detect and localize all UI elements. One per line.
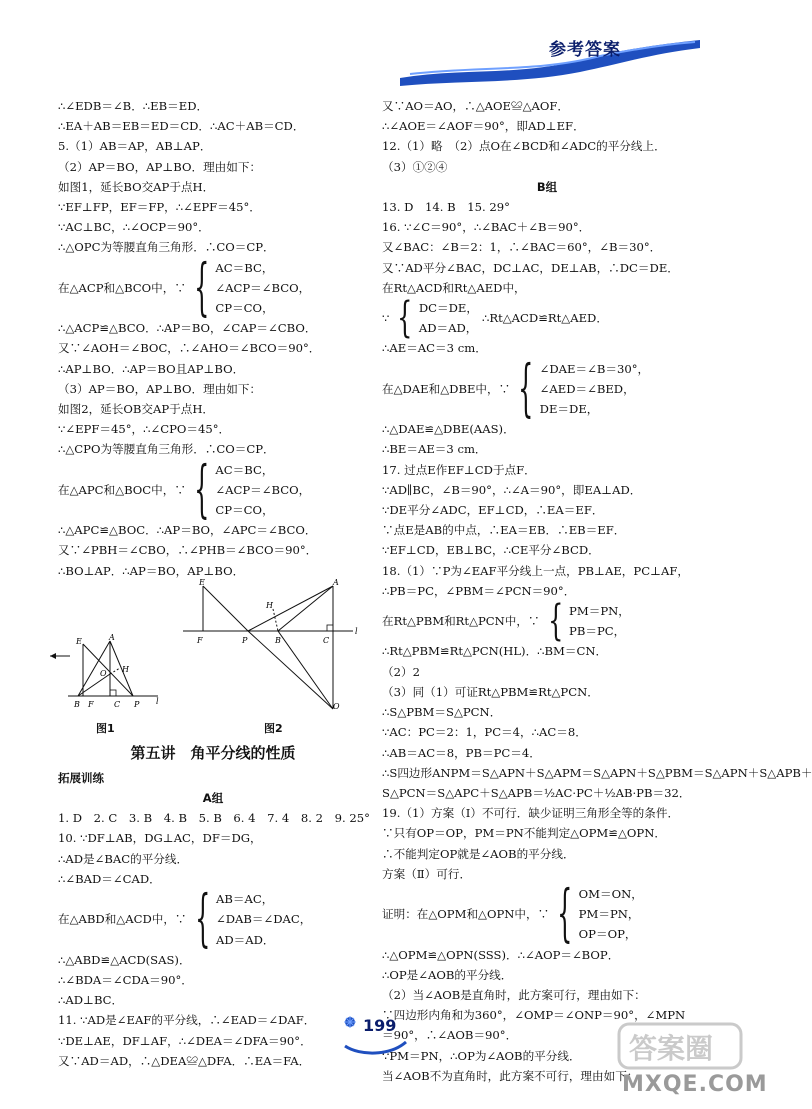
text-line: 17. 过点E作EF⊥CD于点F． [382, 462, 536, 477]
text-line: 如图1，延长BO交AP于点H． [58, 179, 215, 194]
watermark-text: MXQE.COM [622, 1072, 768, 1097]
section-title: 第五讲 角平分线的性质 [130, 743, 296, 762]
fig1-label: O [100, 668, 107, 678]
brace-item: ∠DAB＝∠DAC， [215, 912, 312, 927]
text-line: 18.（1）∵P为∠EAF平分线上一点，PB⊥AE，PC⊥AF， [382, 563, 689, 578]
text-line: 当∠AOB不为直角时，此方案不可行，理由如下： [382, 1068, 639, 1083]
text-line: ∴△APC≌△BOC．∴AP＝BO，∠APC＝∠BCO． [58, 523, 317, 538]
fig2-label: A [333, 577, 339, 587]
fig2-label: E [199, 577, 205, 587]
figure-1-caption: 图1 [96, 721, 115, 735]
text-line: 又∠BAC：∠B＝2：1，∴∠BAC＝60°，∠B＝30°． [382, 240, 662, 255]
brace-item: PB＝PC， [569, 624, 626, 639]
text-line: （2）AP＝BO，AP⊥BO．理由如下： [58, 159, 262, 174]
text-line: ∴BO⊥AP．∴AP＝BO，AP⊥BO． [58, 563, 245, 578]
text-line: ∴AP⊥BO．∴AP＝BO且AP⊥BO． [58, 361, 245, 376]
header-title: 参考答案 [549, 40, 621, 60]
brace-item: PM＝PN， [569, 604, 630, 619]
text-line: （3）①②④ [382, 159, 448, 174]
text-line: ∴∠AOE＝∠AOF＝90°，即AD⊥EF． [382, 119, 585, 134]
text-line: ∴AD⊥BC． [58, 993, 124, 1008]
text-line: （3）AP＝BO，AP⊥BO．理由如下： [58, 381, 262, 396]
brace-item: ∠AED＝∠BED， [539, 381, 635, 396]
text-line: 又∵AD＝AD，∴△DEA≌△DFA．∴EA＝FA． [58, 1053, 311, 1068]
text-line: ∴△OPM≌△OPN(SSS)．∴∠AOP＝∠BOP． [382, 947, 620, 962]
fig2-label: O [333, 701, 340, 711]
brace-item: AC＝BC， [215, 462, 274, 477]
figure-2-diagram [183, 577, 373, 711]
brace-item: OM＝ON， [578, 886, 643, 901]
text-line: 19.（1）方案（Ⅰ）不可行．缺少证明三角形全等的条件． [382, 806, 680, 821]
text-line: ∴△DAE≌△DBE(AAS)． [382, 422, 515, 437]
brace-item: ∠ACP＝∠BCO， [215, 482, 311, 497]
text-line: 又∵∠AOH＝∠BOC，∴∠AHO＝∠BCO＝90°． [58, 341, 321, 356]
fig2-label: P [242, 635, 248, 645]
text-line: ∴AE＝AC＝3 cm． [382, 341, 487, 356]
text-line: ∵EF⊥CD，EB⊥BC，∴CE平分∠BCD． [382, 543, 600, 558]
text-line: ∵DE平分∠ADC，EF⊥CD，∴EA＝EF． [382, 503, 604, 518]
brace-tail: ∴Rt△ACD≌Rt△AED． [481, 311, 608, 326]
text-line: ∴S四边形ANPM＝S△APN＋S△APM＝S△APN＋S△PBM＝S△APN＋S△APB＋ [382, 765, 812, 780]
text-line: 在Rt△ACD和Rt△AED中， [382, 280, 526, 295]
brace-block-r2 [382, 353, 712, 425]
brace-block-1 [58, 252, 368, 324]
text-line: 11. ∵AD是∠EAF的平分线，∴∠EAD＝∠DAF． [58, 1013, 316, 1028]
figures-area [58, 577, 368, 736]
left-brace-symbol: { [547, 597, 563, 646]
brace-lead: 在△APC和△BOC中，∵ [58, 482, 186, 497]
left-brace-symbol: { [557, 878, 573, 950]
text-line: ∵PM＝PN，∴OP为∠AOB的平分线． [382, 1048, 581, 1063]
fig2-label: C [323, 635, 330, 645]
figure-1-diagram [58, 632, 163, 716]
text-line: 5.（1）AB＝AP，AB⊥AP． [58, 139, 212, 154]
brace-item: CP＝CO， [215, 301, 274, 316]
text-line: 10. ∵DF⊥AB，DG⊥AC，DF＝DG， [58, 831, 262, 846]
text-line: ∴∠BDA＝∠CDA＝90°． [58, 972, 193, 987]
text-line: ∴△CPO为等腰直角三角形．∴CO＝CP． [58, 442, 275, 457]
text-line: （2）2 [382, 664, 420, 679]
brace-lead: 证明：在△OPM和△OPN中，∵ [382, 907, 550, 922]
text-line: ∴AB＝AC＝8，PB＝PC＝4． [382, 745, 541, 760]
brace-item: AB＝AC， [215, 892, 274, 907]
fig1-label: B [74, 699, 80, 709]
left-brace-symbol: { [518, 353, 534, 425]
fig1-label: H [122, 664, 129, 674]
left-brace-symbol: { [194, 252, 210, 324]
brace-item: OP＝OP， [578, 927, 637, 942]
brace-block-3 [58, 883, 368, 956]
brace-lead: 在△ACP和△BCO中，∵ [58, 280, 186, 295]
fig2-label: H [266, 600, 273, 610]
left-column [58, 96, 368, 1071]
left-brace-symbol: { [194, 454, 210, 526]
brace-item: CP＝CO， [215, 503, 274, 518]
brace-item: AC＝BC， [215, 260, 274, 275]
subsection-title: 拓展训练 [58, 770, 104, 785]
text-line: 又∵AD平分∠BAC，DC⊥AC，DE⊥AB，∴DC＝DE． [382, 260, 679, 275]
left-brace-symbol: { [397, 294, 413, 343]
text-line: ∴Rt△PBM≌Rt△PCN(HL)．∴BM＝CN． [382, 644, 608, 659]
svg-text:答案圈: 答案圈 [629, 1032, 714, 1065]
group-b-heading: B组 [536, 179, 558, 194]
text-line: ∵EF⊥FP，EF＝FP，∴∠EPF＝45°． [58, 200, 261, 215]
fig2-label: l [355, 626, 358, 636]
fig1-label: F [88, 699, 94, 709]
text-line: ∴EA＋AB＝EB＝ED＝CD．∴AC＋AB＝CD． [58, 119, 305, 134]
brace-item: ∠ACP＝∠BCO， [215, 280, 311, 295]
brace-block-2 [58, 454, 368, 526]
text-line: ∴AD是∠BAC的平分线． [58, 851, 189, 866]
brace-lead: ∵ [382, 311, 390, 326]
brace-lead: 在△DAE和△DBE中，∵ [382, 381, 511, 396]
brace-item: PM＝PN， [578, 907, 640, 922]
text-line: 13. D 14. B 15. 29° [382, 200, 510, 215]
brace-block-r4 [382, 878, 712, 950]
figure-2-caption: 图2 [264, 721, 283, 735]
text-line: ＝90°，∴∠AOB＝90°． [382, 1028, 518, 1043]
text-line: ∵DE⊥AE，DF⊥AF，∴∠DEA＝∠DFA＝90°． [58, 1033, 312, 1048]
text-line: ∵只有OP＝OP，PM＝PN不能判定△OPM≌△OPN． [382, 826, 666, 841]
text-line: 12.（1）略 （2）点O在∠BCD和∠ADC的平分线上． [382, 139, 666, 154]
fig1-label: A [109, 632, 115, 642]
brace-item: DC＝DE， [418, 301, 478, 316]
fig1-label: E [76, 636, 82, 646]
brace-lead: 在Rt△PBM和Rt△PCN中，∵ [382, 614, 540, 629]
text-line: 又∵AO＝AO，∴△AOE≌△AOF． [382, 99, 570, 113]
text-line: 1. D 2. C 3. B 4. B 5. B 6. 4 7. 4 8. 2 9. 25° [58, 811, 370, 826]
brace-block-r1 [382, 294, 712, 343]
text-line: ∵AC⊥BC，∴∠OCP＝90°． [58, 220, 210, 235]
brace-item: ∠DAE＝∠B＝30°， [539, 361, 650, 376]
text-line: ∵点E是AB的中点，∴EA＝EB．∴EB＝EF． [382, 523, 626, 538]
text-line: ∴OP是∠AOB的平分线． [382, 967, 513, 982]
fig2-label: F [197, 635, 203, 645]
text-line: S△PCN＝S△APC＋S△APB＝½AC·PC＋½AB·PB＝32． [382, 785, 691, 800]
left-brace-symbol: { [194, 883, 210, 956]
text-line: ∵AC：PC＝2：1，PC＝4，∴AC＝8． [382, 725, 587, 740]
text-line: （3）同（1）可证Rt△PBM≌Rt△PCN． [382, 684, 599, 699]
text-line: ∵∠EPF＝45°，∴∠CPO＝45°． [58, 422, 231, 437]
text-line: ∴∠EDB＝∠B．∴EB＝ED． [58, 99, 209, 113]
brace-lead: 在△ABD和△ACD中，∵ [58, 912, 187, 927]
brace-block-r3 [382, 597, 712, 646]
fig1-label: l [156, 696, 159, 706]
fig1-label: P [134, 699, 140, 709]
text-line: ∴△OPC为等腰直角三角形．∴CO＝CP． [58, 240, 275, 255]
page-number: 199 [363, 1016, 397, 1035]
brace-item: AD＝AD． [215, 932, 275, 947]
group-a-heading: A组 [202, 791, 224, 806]
fig1-label: C [114, 699, 121, 709]
text-line: ∴∠BAD＝∠CAD． [58, 871, 161, 886]
text-line: ∴S△PBM＝S△PCN． [382, 705, 502, 720]
text-line: 方案（Ⅱ）可行． [382, 866, 472, 881]
fig2-label: B [275, 635, 281, 645]
text-line: ∴BE＝AE＝3 cm． [382, 442, 487, 457]
brace-item: AD＝AD， [418, 321, 478, 336]
text-line: 又∵∠PBH＝∠CBO，∴∠PHB＝∠BCO＝90°． [58, 543, 318, 558]
brace-item: DE＝DE， [539, 402, 599, 417]
text-line: ∵四边形内角和为360°，∠OMP＝∠ONP＝90°，∠MPN [382, 1008, 686, 1023]
text-line: 如图2，延长OB交AP于点H． [58, 402, 215, 417]
text-line: 16. ∵∠C＝90°，∴∠BAC＋∠B＝90°． [382, 220, 591, 235]
text-line: ∴△ACP≌△BCO．∴AP＝BO，∠CAP＝∠CBO． [58, 321, 317, 336]
text-line: （2）当∠AOB是直角时，此方案可行，理由如下： [382, 987, 646, 1002]
text-line: ∴PB＝PC，∠PBM＝∠PCN＝90°． [382, 583, 576, 598]
text-line: ∵AD∥BC，∠B＝90°，∴∠A＝90°，即EA⊥AD． [382, 482, 642, 497]
text-line: ∴△ABD≌△ACD(SAS)． [58, 952, 191, 967]
text-line: ∴不能判定OP就是∠AOB的平分线． [382, 846, 575, 861]
